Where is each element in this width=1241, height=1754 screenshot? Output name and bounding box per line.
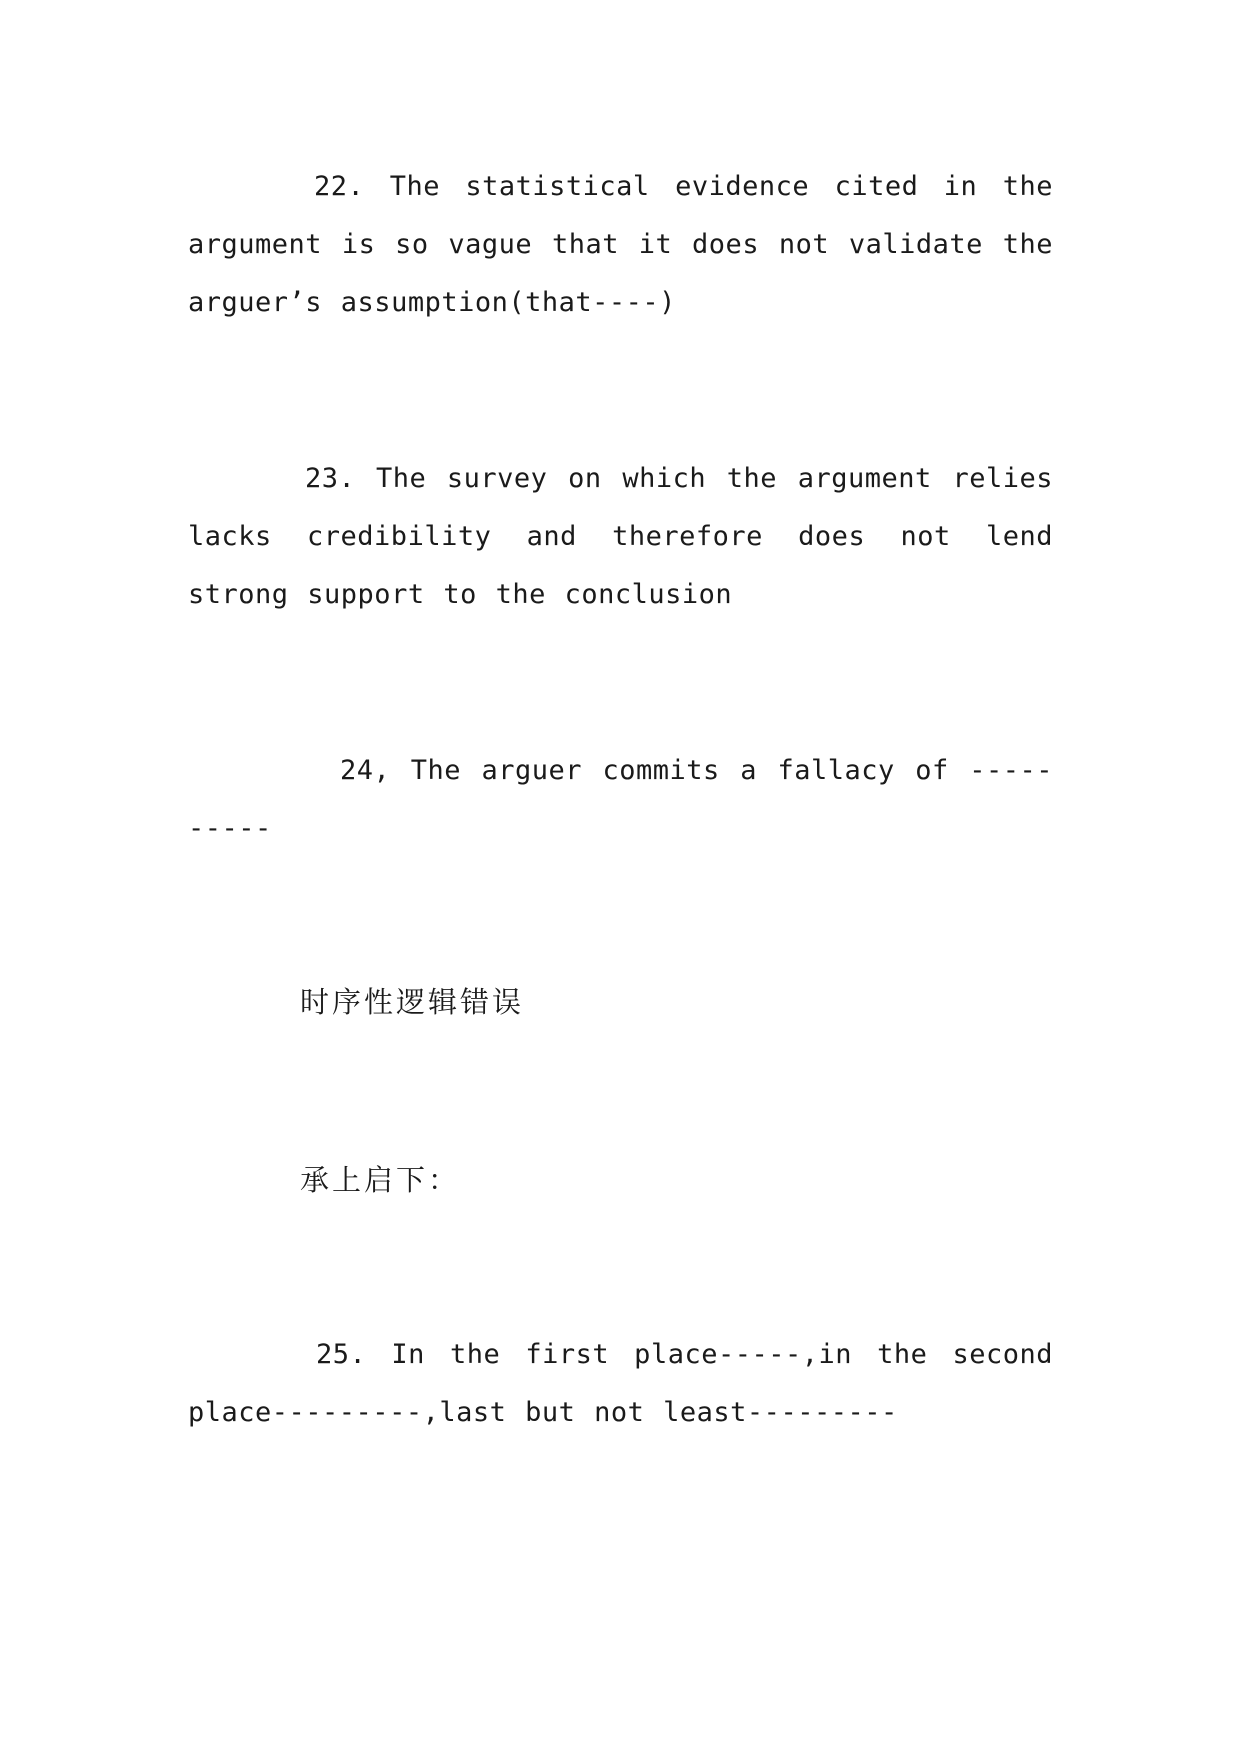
paragraph-23 [188, 450, 1053, 624]
paragraph-22 [188, 158, 1053, 332]
paragraph-25 [188, 1326, 1053, 1442]
paragraph-24-text: 24, The arguer commits a fallacy of ---------- [188, 755, 1053, 844]
paragraph-25-text: 25. In the first place-----,in the second place---------,last but not least--------- [188, 1339, 1053, 1428]
paragraph-22-text: 22. The statistical evidence cited in the argument is so vague that it does not validate the arguer’s assumption(that----) [188, 171, 1053, 318]
heading-transition: 承上启下： [300, 1163, 461, 1197]
paragraph-24 [188, 742, 1053, 858]
heading-temporal-fallacy: 时序性逻辑错误 [300, 985, 525, 1019]
paragraph-23-text: 23. The survey on which the argument relies lacks credibility and therefore does not lend strong support to the conclusion [188, 463, 1053, 610]
